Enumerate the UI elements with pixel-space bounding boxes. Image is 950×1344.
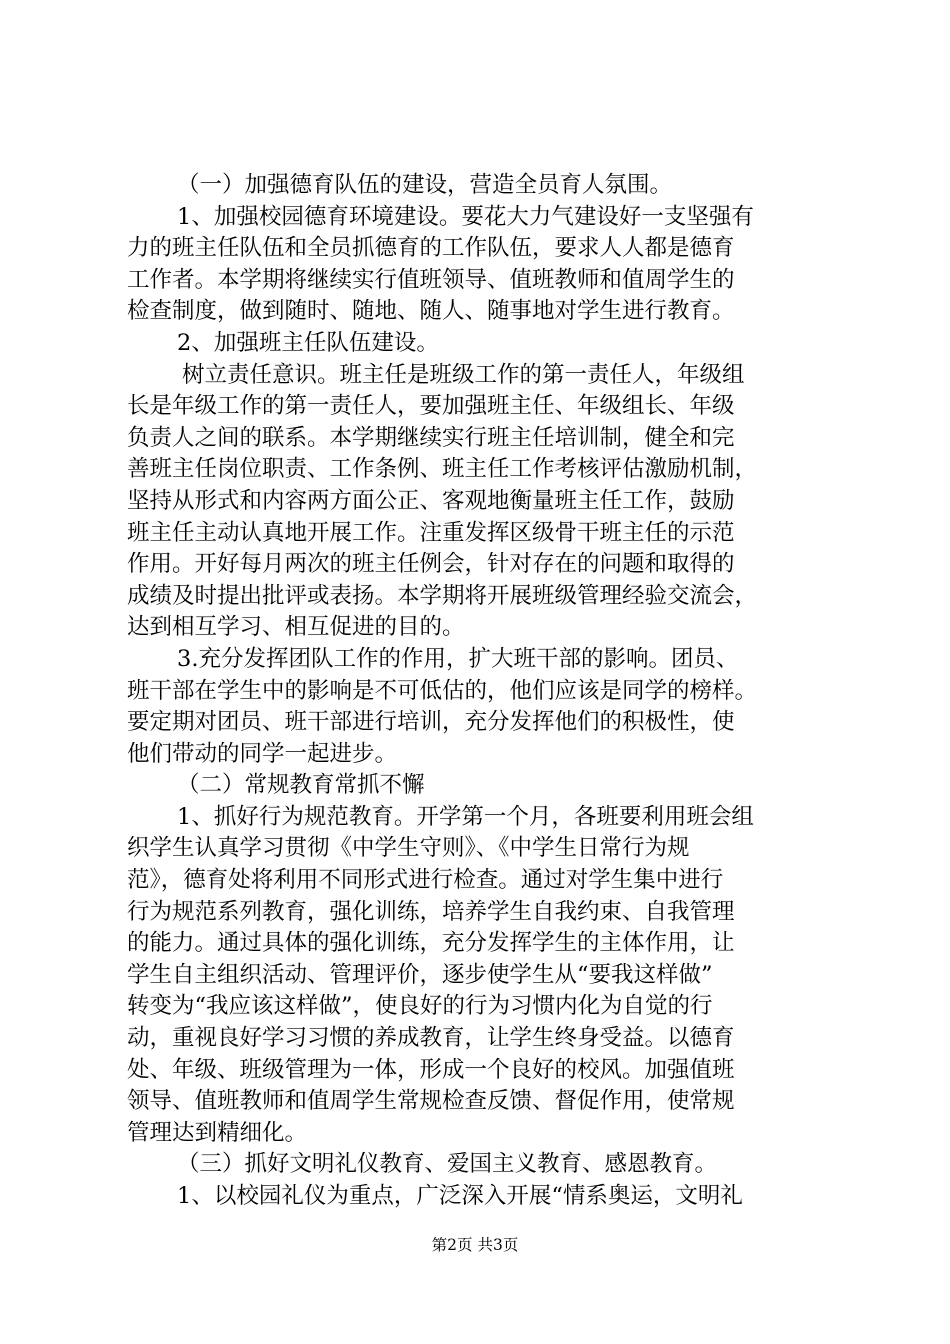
text-line: 1、抓好行为规范教育。开学第一个月，各班要利用班会组 bbox=[177, 803, 754, 830]
text-line: 1、加强校园德育环境建设。要花大力气建设好一支坚强有 bbox=[177, 203, 754, 230]
text-line: 动，重视良好学习习惯的养成教育，让学生终身受益。以德育 bbox=[127, 1025, 735, 1052]
text-line: 达到相互学习、相互促进的目的。 bbox=[127, 614, 465, 641]
text-line: 他们带动的同学一起进步。 bbox=[127, 740, 398, 767]
text-line: （二）常规教育常抓不懈 bbox=[177, 772, 425, 799]
text-line: 力的班主任队伍和全员抓德育的工作队伍，要求人人都是德育 bbox=[127, 235, 735, 262]
text-line: 领导、值班教师和值周学生常规检查反馈、督促作用，使常规 bbox=[127, 1088, 735, 1115]
text-line: 转变为“我应该这样做”，使良好的行为习惯内化为自觉的行 bbox=[127, 993, 713, 1020]
text-line: 处、年级、班级管理为一体，形成一个良好的校风。加强值班 bbox=[127, 1056, 735, 1083]
text-line: 3.充分发挥团队工作的作用，扩大班干部的影响。团员、 bbox=[177, 645, 739, 672]
text-line: 要定期对团员、班干部进行培训，充分发挥他们的积极性，使 bbox=[127, 709, 735, 736]
text-line: 长是年级工作的第一责任人，要加强班主任、年级组长、年级 bbox=[127, 393, 735, 420]
text-line: 检查制度，做到随时、随地、随人、随事地对学生进行教育。 bbox=[127, 298, 735, 325]
text-line: 的能力。通过具体的强化训练，充分发挥学生的主体作用，让 bbox=[127, 930, 735, 957]
text-line: （一）加强德育队伍的建设，营造全员育人氛围。 bbox=[177, 172, 673, 198]
text-line: 坚持从形式和内容两方面公正、客观地衡量班主任工作，鼓励 bbox=[127, 487, 735, 514]
text-line: 学生自主组织活动、管理评价，逐步使学生从“要我这样做” bbox=[127, 961, 713, 988]
text-line: 班干部在学生中的影响是不可低估的，他们应该是同学的榜样。 bbox=[127, 677, 758, 704]
text-line: （三）抓好文明礼仪教育、爱国主义教育、感恩教育。 bbox=[177, 1151, 718, 1178]
text-line: 1、以校园礼仪为重点，广泛深入开展“情系奥运，文明礼 bbox=[177, 1183, 743, 1209]
text-line: 2、加强班主任队伍建设。 bbox=[177, 329, 439, 356]
document-body bbox=[127, 170, 842, 1213]
text-line: 成绩及时提出批评或表扬。本学期将开展班级管理经验交流会， bbox=[127, 582, 758, 609]
text-line: 工作者。本学期将继续实行值班领导、值班教师和值周学生的 bbox=[127, 266, 735, 293]
text-line: 管理达到精细化。 bbox=[127, 1119, 308, 1146]
text-line: 善班主任岗位职责、工作条例、班主任工作考核评估激励机制， bbox=[127, 456, 758, 483]
page-number-footer: 第2页 共3页 bbox=[431, 1236, 519, 1254]
text-line: 作用。开好每月两次的班主任例会，针对存在的问题和取得的 bbox=[127, 551, 735, 578]
text-line: 树立责任意识。班主任是班级工作的第一责任人，年级组 bbox=[182, 361, 745, 388]
text-line: 范》，德育处将利用不同形式进行检查。通过对学生集中进行 bbox=[127, 867, 724, 894]
text-line: 织学生认真学习贯彻《中学生守则》、《中学生日常行为规 bbox=[127, 835, 690, 862]
text-line: 负责人之间的联系。本学期继续实行班主任培训制，健全和完 bbox=[127, 424, 735, 451]
text-line: 行为规范系列教育，强化训练，培养学生自我约束、自我管理 bbox=[127, 898, 735, 925]
text-line: 班主任主动认真地开展工作。注重发挥区级骨干班主任的示范 bbox=[127, 519, 735, 546]
